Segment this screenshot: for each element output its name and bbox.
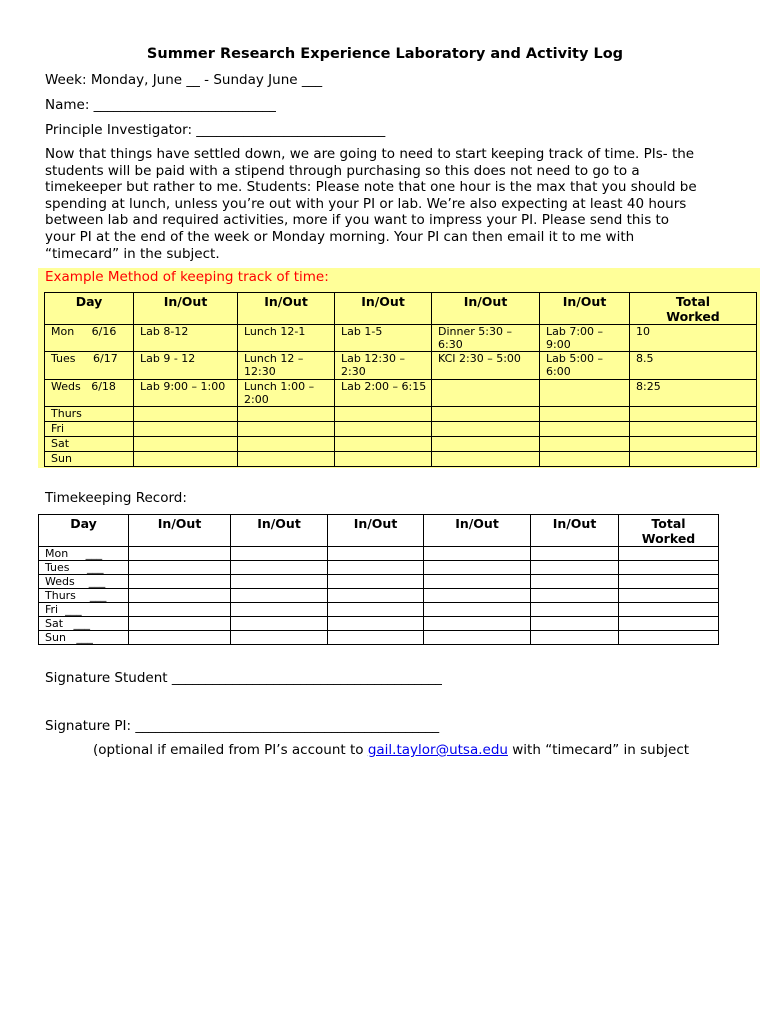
- timekeeping-row: [39, 589, 719, 603]
- time-cell: [432, 452, 540, 467]
- name-line: Name: ___________________________: [45, 97, 276, 113]
- total-input-cell[interactable]: [619, 561, 719, 575]
- day-cell: Weds ___: [39, 575, 129, 589]
- time-input-cell[interactable]: [231, 561, 328, 575]
- time-cell: [540, 422, 630, 437]
- time-cell: Lab 5:00 – 6:00: [540, 352, 630, 380]
- paragraph-line: timekeeper but rather to me. Students: Please note that one hour is the max that you should be: [45, 179, 697, 196]
- time-input-cell[interactable]: [424, 547, 531, 561]
- time-input-cell[interactable]: [424, 575, 531, 589]
- header-total-worked: Total Worked: [619, 515, 719, 547]
- time-input-cell[interactable]: [424, 589, 531, 603]
- example-row: [45, 380, 757, 407]
- paragraph-line: Now that things have settled down, we are going to need to start keeping track of time. PIs- the: [45, 146, 695, 162]
- time-cell: [432, 437, 540, 452]
- pi-line: Principle Investigator: ____________________________: [45, 122, 386, 138]
- time-input-cell[interactable]: [129, 575, 231, 589]
- timekeeping-table: [38, 514, 719, 645]
- time-input-cell[interactable]: [424, 561, 531, 575]
- day-cell: Thurs: [45, 407, 134, 422]
- day-cell: Fri: [45, 422, 134, 437]
- total-cell: [630, 452, 757, 467]
- time-input-cell[interactable]: [531, 561, 619, 575]
- time-cell: Lunch 12 – 12:30: [238, 352, 335, 380]
- time-input-cell[interactable]: [231, 589, 328, 603]
- time-input-cell[interactable]: [424, 617, 531, 631]
- total-input-cell[interactable]: [619, 547, 719, 561]
- time-input-cell[interactable]: [129, 561, 231, 575]
- day-cell: Sun ___: [39, 631, 129, 645]
- total-input-cell[interactable]: [619, 617, 719, 631]
- header-in-out: In/Out: [540, 293, 630, 325]
- time-input-cell[interactable]: [531, 589, 619, 603]
- time-cell: [540, 407, 630, 422]
- timekeeping-row: [39, 547, 719, 561]
- example-row: [45, 407, 757, 422]
- total-cell: [630, 407, 757, 422]
- time-input-cell[interactable]: [531, 617, 619, 631]
- time-input-cell[interactable]: [424, 603, 531, 617]
- time-cell: [134, 407, 238, 422]
- total-cell: [630, 437, 757, 452]
- time-cell: Lunch 1:00 – 2:00: [238, 380, 335, 407]
- note-suffix: with “timecard” in subject: [507, 742, 690, 758]
- timekeeping-label: Timekeeping Record:: [45, 490, 187, 506]
- time-cell: [432, 380, 540, 407]
- time-cell: Lunch 12-1: [238, 325, 335, 352]
- week-line: Week: Monday, June __ - Sunday June ___: [45, 72, 323, 88]
- page-title: Summer Research Experience Laboratory and Activity Log: [146, 46, 624, 62]
- time-cell: [335, 422, 432, 437]
- time-cell: [335, 407, 432, 422]
- header-day: Day: [39, 515, 129, 547]
- time-cell: Lab 9:00 – 1:00: [134, 380, 238, 407]
- day-cell: Sat: [45, 437, 134, 452]
- header-in-out: In/Out: [432, 293, 540, 325]
- timekeeping-row: [39, 631, 719, 645]
- example-section: [38, 268, 760, 468]
- example-row: [45, 437, 757, 452]
- time-cell: Lab 8-12: [134, 325, 238, 352]
- paragraph-line: your PI at the end of the week or Monday morning. Your PI can then email it to me with: [45, 228, 635, 245]
- header-in-out: In/Out: [335, 293, 432, 325]
- time-cell: [134, 422, 238, 437]
- time-input-cell[interactable]: [328, 561, 424, 575]
- time-input-cell[interactable]: [231, 603, 328, 617]
- time-cell: Lab 7:00 – 9:00: [540, 325, 630, 352]
- paragraph-line: students will be paid with a stipend through purchasing so this does not need to go to a: [45, 162, 640, 179]
- total-cell: [630, 422, 757, 437]
- example-table: [44, 292, 757, 467]
- time-input-cell[interactable]: [328, 631, 424, 645]
- instructions-paragraph: [45, 146, 725, 262]
- time-input-cell[interactable]: [231, 631, 328, 645]
- timekeeping-row: [39, 561, 719, 575]
- total-cell: 10: [630, 325, 757, 352]
- time-cell: [540, 452, 630, 467]
- time-input-cell[interactable]: [531, 575, 619, 589]
- example-label: Example Method of keeping track of time:: [45, 269, 329, 285]
- header-day: Day: [45, 293, 134, 325]
- time-input-cell[interactable]: [531, 603, 619, 617]
- note-prefix: (optional if emailed from PI’s account to: [93, 742, 368, 758]
- day-cell: Tues ___: [39, 561, 129, 575]
- time-cell: [432, 422, 540, 437]
- time-cell: Dinner 5:30 – 6:30: [432, 325, 540, 352]
- paragraph-line: “timecard” in the subject.: [45, 245, 220, 262]
- day-cell: Tues 6/17: [45, 352, 134, 380]
- time-input-cell[interactable]: [328, 617, 424, 631]
- time-input-cell[interactable]: [231, 547, 328, 561]
- time-input-cell[interactable]: [531, 547, 619, 561]
- time-cell: [238, 407, 335, 422]
- day-cell: Mon 6/16: [45, 325, 134, 352]
- time-input-cell[interactable]: [129, 589, 231, 603]
- example-row: [45, 352, 757, 380]
- time-cell: Lab 2:00 – 6:15: [335, 380, 432, 407]
- time-cell: [238, 437, 335, 452]
- time-input-cell[interactable]: [129, 617, 231, 631]
- total-cell: 8:25: [630, 380, 757, 407]
- time-input-cell[interactable]: [129, 631, 231, 645]
- time-cell: [540, 380, 630, 407]
- time-input-cell[interactable]: [328, 589, 424, 603]
- time-cell: [335, 452, 432, 467]
- time-cell: [238, 452, 335, 467]
- header-in-out: In/Out: [129, 515, 231, 547]
- time-input-cell[interactable]: [231, 575, 328, 589]
- header-in-out: In/Out: [134, 293, 238, 325]
- time-cell: [134, 452, 238, 467]
- time-cell: Lab 9 - 12: [134, 352, 238, 380]
- header-in-out: In/Out: [424, 515, 531, 547]
- example-row: [45, 325, 757, 352]
- example-row: [45, 422, 757, 437]
- time-cell: [335, 437, 432, 452]
- time-input-cell[interactable]: [424, 631, 531, 645]
- timekeeping-row: [39, 603, 719, 617]
- timekeeping-row: [39, 575, 719, 589]
- time-input-cell[interactable]: [129, 603, 231, 617]
- total-input-cell[interactable]: [619, 575, 719, 589]
- header-in-out: In/Out: [238, 293, 335, 325]
- time-cell: KCI 2:30 – 5:00: [432, 352, 540, 380]
- paragraph-line: spending at lunch, unless you’re out with your PI or lab. We’re also expecting at least 40 hours: [45, 195, 687, 212]
- day-cell: Sat ___: [39, 617, 129, 631]
- time-input-cell[interactable]: [328, 547, 424, 561]
- paragraph-line: between lab and required activities, more if you want to impress your PI. Please send this to: [45, 212, 670, 229]
- time-cell: [540, 437, 630, 452]
- time-cell: Lab 1-5: [335, 325, 432, 352]
- header-in-out: In/Out: [231, 515, 328, 547]
- time-input-cell[interactable]: [328, 575, 424, 589]
- time-input-cell[interactable]: [129, 547, 231, 561]
- time-input-cell[interactable]: [231, 617, 328, 631]
- time-cell: [238, 422, 335, 437]
- total-input-cell[interactable]: [619, 631, 719, 645]
- total-cell: 8.5: [630, 352, 757, 380]
- time-input-cell[interactable]: [531, 631, 619, 645]
- header-total-worked: Total Worked: [630, 293, 757, 325]
- time-input-cell[interactable]: [328, 603, 424, 617]
- day-cell: Mon ___: [39, 547, 129, 561]
- timekeeping-row: [39, 617, 719, 631]
- time-cell: [134, 437, 238, 452]
- total-input-cell[interactable]: [619, 589, 719, 603]
- day-cell: Thurs ___: [39, 589, 129, 603]
- example-row: [45, 452, 757, 467]
- email-link[interactable]: gail.taylor@utsa.edu: [367, 742, 508, 758]
- signature-pi-line: Signature PI: _____________________________________________: [45, 718, 440, 734]
- time-cell: [432, 407, 540, 422]
- signature-student-line: Signature Student ________________________________________: [45, 670, 442, 686]
- total-input-cell[interactable]: [619, 603, 719, 617]
- day-cell: Sun: [45, 452, 134, 467]
- day-cell: Fri ___: [39, 603, 129, 617]
- day-cell: Weds 6/18: [45, 380, 134, 407]
- header-in-out: In/Out: [531, 515, 619, 547]
- optional-note: [93, 742, 689, 758]
- header-in-out: In/Out: [328, 515, 424, 547]
- time-cell: Lab 12:30 – 2:30: [335, 352, 432, 380]
